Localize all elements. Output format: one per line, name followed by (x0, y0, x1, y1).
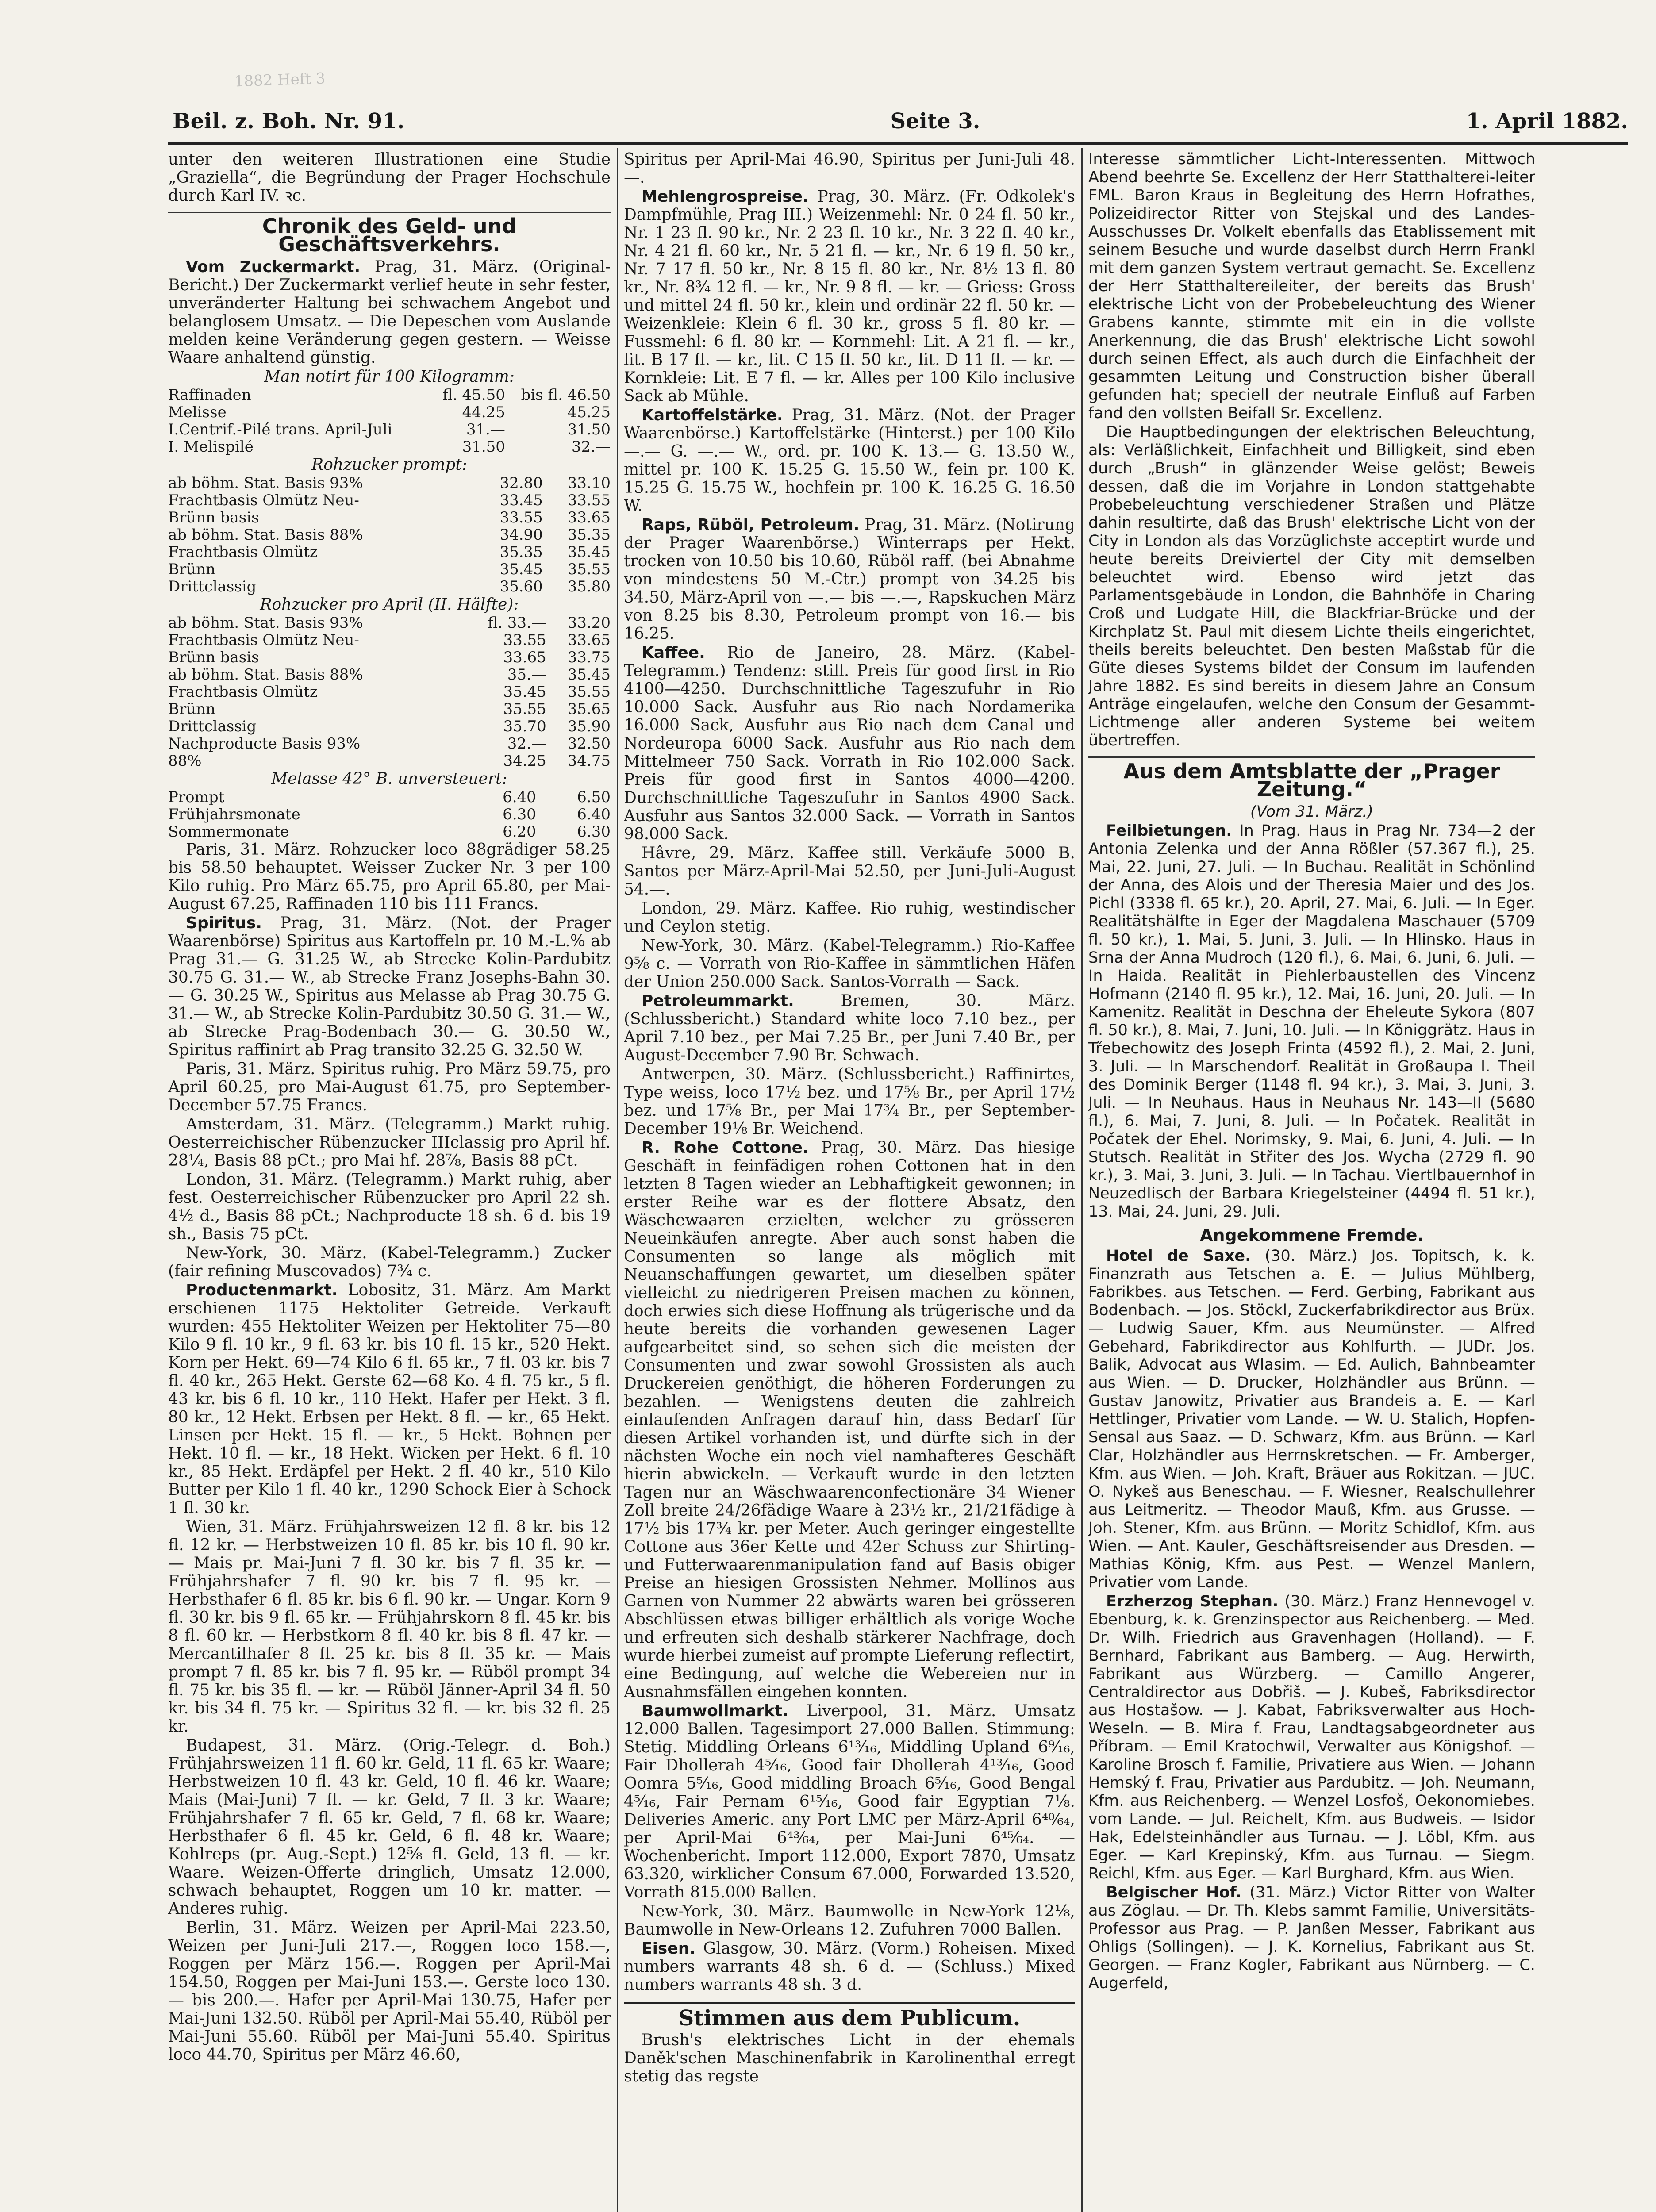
library-stamp: 1882 Heft 3 (234, 69, 326, 91)
article-text: Lobositz, 31. März. Am Markt erschienen 1175 Hektoliter Getreide. Verkauft wurden: 455 Hektoliter Weizen per Hektoliter 75—80 Kilo 9 fl. 10 kr., 9 fl. 63 kr. bis 10 fl. 15 kr., 520 Hekt. Korn per Hekt. 69—74 Kilo 6 fl. 65 kr., 7 fl. 03 kr. bis 7 fl. 40 kr., 265 Hekt. Gerste 62—68 Ko. 4 fl. 75 kr., 5 fl. 43 kr. bis 6 fl. 10 kr., 110 Hekt. Hafer per Hekt. 3 fl. 80 kr., 12 Hekt. Erbsen per Hekt. 8 fl. — kr., 65 Hekt. Linsen per Hekt. 15 fl. — kr., 5 Hekt. Bohnen per Hekt. 10 fl. — kr., 18 Hekt. Wicken per Hekt. 6 fl. 10 kr., 85 Hekt. Erdäpfel per Hekt. 2 fl. 40 kr., 510 Kilo Butter per Kilo 1 fl. 40 kr., 1290 Schock Eier à Schock 1 fl. 30 kr. (168, 1281, 611, 1517)
article-spirits (168, 914, 611, 1059)
price-label: Brünn (168, 700, 215, 718)
article-text: Bremen, 30. März. (Schlussbericht.) Standard white loco 7.10 bez., per April 7.10 bez., per Mai 7.25 Br., per Juni 7.40 Br., per August-December 7.90 Br. Schwach. (624, 992, 1075, 1064)
report-paris-sugar: Paris, 31. März. Rohzucker loco 88grädiger 58.25 bis 58.50 behauptet. Weisser Zucker Nr. 3 per 100 Kilo ruhig. Pro März 65.75, pro April 65.80, per Mai-August 67.25, Raffinaden 110 bis 111 Francs. (168, 841, 611, 913)
price-high: 33.10 (567, 474, 611, 492)
price-row (168, 438, 611, 456)
price-label: Drittclassig (168, 578, 257, 595)
price-label: Brünn basis (168, 649, 259, 666)
hotel-name: Belgischer Hof. (1106, 1884, 1242, 1901)
guest-list: (30. März.) Jos. Topitsch, k. k. Finanzrath aus Tetschen a. E. — Julius Mühlberg, Fabrikbes. aus Tetschen. — Ferd. Gerbing, Fabrikant aus Bodenbach. — Jos. Stöckl, Zuckerfabrikdirector aus Brüx. — Ludwig Sauer, Kfm. aus Neumünster. — Alfred Gebehard, Fabrikdirector aus Kohlfurth. — JUDr. Jos. Balik, Advocat aus Wlasim. — Ed. Aulich, Bahnbeamter aus Wien. — D. Drucker, Holzhändler aus Brünn. — Gustav Janowitz, Privatier aus Brandeis a. E. — Karl Hettlinger, Privatier vom Lande. — W. U. Stalich, Hopfen-Sensal aus Saaz. — D. Schwarz, Kfm. aus Brünn. — Karl Clar, Holzhändler aus Herrnskretschen. — Fr. Amberger, Kfm. aus Wien. — Joh. Kraft, Bräuer aus Rokitzan. — JUC. O. Nykeš aus Beneschau. — F. Wiesner, Realschullehrer aus Leitmeritz. — Theodor Mauß, Kfm. aus Grusse. — Joh. Stener, Kfm. aus Brünn. — Moritz Schidlof, Kfm. aus Wien. — Ant. Kauler, Geschäftsreisender aus Dresden. — Mathias König, Kfm. aus Pest. — Wenzel Manlern, Privatier vom Lande. (1088, 1247, 1535, 1591)
article-cotton-market (624, 1702, 1075, 1901)
article-text: Prag, 31. März. (Not. der Prager Waarenbörse.) Kartoffelstärke (Hinterst.) per 100 Kilo —.— G. —.— W., ord. pr. 100 K. 13.— G. 13.50 W., mittel pr. 100 K. 15.25 G. 15.50 W., fein pr. 100 K. 15.25 G. 15.75 W., hochfein pr. 100 K. 16.25 G. 16.50 W. (624, 406, 1075, 515)
report-havre: Hâvre, 29. März. Kaffee still. Verkäufe 5000 B. Santos per März-April-Mai 52.50, per Juni-Juli-August 54.—. (624, 844, 1075, 899)
report-london: London, 31. März. (Telegramm.) Markt ruhig, aber fest. Oesterreichischer Rübenzucker pro April 22 sh. 4½ d., Basis 88 pCt.; Nachproducte 18 sh. 6 d. bis 19 sh., Basis 75 pCt. (168, 1171, 611, 1243)
price-low: 33.55 (503, 631, 546, 649)
price-label: Prompt (168, 788, 225, 806)
price-label: ab böhm. Stat. Basis 93% (168, 614, 363, 632)
price-high: 33.65 (567, 509, 611, 526)
article-lead: Raps, Rüböl, Petroleum. (642, 516, 860, 534)
section-title-finance: Chronik des Geld- und Geschäftsverkehrs. (168, 211, 611, 253)
price-row (168, 718, 611, 735)
price-table-refined (168, 387, 611, 456)
article-raw-cotton (624, 1139, 1075, 1701)
price-low: 35.35 (499, 543, 543, 561)
price-label: 88% (168, 752, 202, 770)
price-label: Frühjahrsmonate (168, 806, 300, 823)
price-label: Frachtbasis Olmütz (168, 543, 318, 561)
hotel-name: Hotel de Saxe. (1106, 1247, 1251, 1265)
price-label: Frachtbasis Olmütz Neu- (168, 492, 359, 509)
article-sugar-market (168, 258, 611, 367)
price-table-heading: Rohzucker prompt: (311, 456, 467, 474)
price-row (168, 806, 611, 823)
article-text: Prag, 31. März. (Not. der Prager Waarenbörse) Spiritus aus Kartoffeln pr. 10 M.-L.% ab Prag 31.— G. 31.25 W., ab Strecke Kolin-Pardubitz 30.75 G. 31.— W., ab Strecke Franz Josephs-Bahn 30.— G. 30.25 W., Spiritus aus Melasse ab Prag 30.75 G. 31.— W., ab Strecke Kolin-Pardubitz 30.50 G. 31.— W., ab Strecke Prag-Bodenbach 30.— G. 30.50 W., Spiritus raffinirt ab Prag transito 32.25 G. 32.50 W. (168, 914, 611, 1059)
report-new-york-cotton: New-York, 30. März. Baumwolle in New-York 12⅛, Baumwolle in New-Orleans 12. Zufuhren 7000 Ballen. (624, 1902, 1075, 1939)
price-low: 35.55 (503, 700, 546, 718)
guest-list: (31. März.) Victor Ritter von Walter aus Zöglau. — Dr. Th. Klebs sammt Familie, Universitäts-Professor aus Prag. — P. Janßen Messer, Fabrikant aus Ohligs (Sollingen). — J. K. Kornelius, Fabrikant aus St. Georgen. — Franz Kogler, Fabrikant aus Nürnberg. — C. Augerfeld, (1088, 1884, 1535, 1992)
report-paris-spirits: Paris, 31. März. Spiritus ruhig. Pro März 59.75, pro April 60.25, pro Mai-August 61.75, pro September-December 57.75 Francs. (168, 1060, 611, 1114)
article-brush-light: Brush's elektrisches Licht in der ehemals Daněk'schen Maschinenfabrik in Karolinenthal erregt stetig das regste (624, 2031, 1075, 2085)
price-high: 31.50 (567, 421, 611, 438)
price-label: ab böhm. Stat. Basis 93% (168, 474, 363, 492)
price-low: 44.25 (462, 403, 505, 421)
price-label: Brünn basis (168, 509, 259, 526)
price-high: 35.45 (567, 666, 611, 684)
price-row (168, 701, 611, 718)
price-row (168, 509, 611, 526)
price-high: 35.55 (567, 683, 611, 701)
price-row (168, 526, 611, 544)
price-row (168, 492, 611, 509)
price-low: 6.40 (503, 788, 536, 806)
article-text: Liverpool, 31. März. Umsatz 12.000 Ballen. Tagesimport 27.000 Ballen. Stimmung: Stetig. Middling Orleans 6¹³⁄₁₆, Middling Upland 6⁹⁄₁₆, Fair Dhollerah 4⁵⁄₁₆, Good fair Dhollerah 4¹³⁄₁₆, Good Oomra 5⁵⁄₁₆, Good middling Broach 6⁵⁄₁₆, Good Bengal 4⁵⁄₁₆, Fair Pernam 6¹⁵⁄₁₆, Good fair Egyptian 7⅛. Deliveries Americ. any Port LMC per März-April 6⁴⁰⁄₆₄, per April-Mai 6⁴³⁄₆₄, per Mai-Juni 6⁴⁵⁄₆₄. — Wochenbericht. Import 112.000, Export 7870, Umsatz 63.320, wirklicher Consum 67.000, Forwarded 13.520, Vorrath 815.000 Ballen. (624, 1702, 1075, 1901)
price-table-molasses (168, 789, 611, 841)
price-high: bis fl. 46.50 (521, 386, 611, 404)
price-low: 6.20 (503, 823, 536, 841)
price-row (168, 789, 611, 806)
article-brush-light-continued: Interesse sämmtlicher Licht-Interessenten. Mittwoch Abend beehrte Se. Excellenz der Herr Statthalterei-leiter FML. Baron Kraus in Begleitung des Herrn Hofrathes, Polizeidirector Ritter von Stejskal und des Landes-Ausschusses Dr. Volkelt ebenfalls das Etablissement mit seinem Besuche und wurde daselbst durch Herrn Frankl mit dem ganzen System vertraut gemacht. Se. Excellenz der Herr Statthaltereileiter, der bereits das Brush' elektrische Licht von der Probebeleuchtung des Wiener Grabens kannte, stimmte mit ein in die vollste Anerkennung, die das Brush' elektrische Licht sowohl durch seinen Effect, als auch durch die Einfachheit der gesammten Leitung und Construction bisher überall gefunden hat; speciell der neutrale Einfluß auf Farben fand den vollsten Beifall Sr. Excellenz. (1088, 150, 1535, 422)
report-berlin-continued: Spiritus per April-Mai 46.90, Spiritus per Juni-Juli 48.—. (624, 150, 1075, 187)
price-label: Nachproducte Basis 93% (168, 735, 361, 753)
price-row (168, 666, 611, 684)
article-lead: Spiritus. (186, 914, 262, 932)
price-high: 35.90 (567, 718, 611, 735)
price-low: 33.55 (499, 509, 543, 526)
price-high: 6.40 (577, 806, 611, 823)
price-low: 31.— (466, 421, 505, 438)
price-high: 33.65 (567, 631, 611, 649)
article-flour-prices (624, 188, 1075, 405)
column-2 (624, 150, 1075, 2212)
article-rapeseed-oil (624, 516, 1075, 643)
price-low: 35.60 (499, 578, 543, 595)
intro-paragraph: unter den weiteren Illustrationen eine Studie „Graziella“, die Begründung der Prager Hochschule durch Karl IV. ꝛc. (168, 150, 611, 205)
price-low: fl. 33.— (488, 614, 546, 632)
price-row (168, 578, 611, 595)
section-title-official-gazette: Aus dem Amtsblatte der „Prager Zeitung.“ (1088, 756, 1535, 799)
price-row (168, 735, 611, 753)
price-low: 6.30 (503, 806, 536, 823)
price-label: Drittclassig (168, 718, 257, 735)
price-low: 34.90 (499, 526, 543, 544)
article-lead: R. Rohe Cottone. (642, 1139, 809, 1157)
page-number: Seite 3. (890, 109, 980, 134)
header-rule (168, 142, 1628, 145)
article-text: Prag, 31. März. (Notirung der Prager Waarenbörse.) Winterraps per Hekt. trocken von 10.50 bis 10.60, Rüböl raff. (bei Abnahme von mindestens 50 M.-Ctr.) prompt von 34.25 bis 34.50, März-April von —.— bis —.—, Rapskuchen März von 8.25 bis 8.30, Petroleum prompt von 16.— bis 16.25. (624, 516, 1075, 643)
price-table-heading: Melasse 42° B. unversteuert: (271, 770, 507, 788)
price-label: Melisse (168, 403, 227, 421)
price-row (168, 632, 611, 649)
column-divider (1081, 148, 1083, 2212)
price-high: 32.— (571, 438, 611, 456)
price-row (168, 544, 611, 561)
column-1 (168, 150, 611, 2212)
price-high: 34.75 (567, 752, 611, 770)
article-brush-light-paragraph: Die Hauptbedingungen der elektrischen Beleuchtung, als: Verläßlichkeit, Einfachheit und Billigkeit, sind eben durch „Brush“ in glänzender Weise gelöst; Beweis dessen, daß die im Vorjahre in London stattgehabte Probebeleuchtung verschiedener Straßen und Plätze dahin resultirte, daß das Brush' elektrische Licht von der City in London als das Vorzüglichste acceptirt wurde und heute bereits Dreiviertel der City mit demselben beleuchtet wird. Ebenso wird jetzt das Parlamentsgebäude in London, die Bahnhöfe in Charing Croß und Ludgate Hill, die Blackfriar-Brücke und der Kirchplatz St. Paul mit diesem Lichte theils eingerichtet, theils bereits beleuchtet. Den besten Maßstab für die Güte dieses Systems bildet der Consum im laufenden Jahre 1882. Es sind bereits in diesem Jahre an Consum Anträge eingelaufen, welche den Consum der Gesammt-Lichtmenge aller anderen Systeme bei weitem übertreffen. (1088, 423, 1535, 749)
auctions-list (1088, 822, 1535, 1221)
hotel-saxe-guests (1088, 1247, 1535, 1592)
price-label: Raffinaden (168, 386, 251, 404)
price-high: 35.65 (567, 700, 611, 718)
report-amsterdam: Amsterdam, 31. März. (Telegramm.) Markt ruhig. Oesterreichischer Rübenzucker IIIclassig pro April hf. 28¼, Basis 88 pCt.; pro Mai hf. 28⅞, Basis 88 pCt. (168, 1115, 611, 1170)
price-high: 33.20 (567, 614, 611, 632)
issue-label: Beil. z. Boh. Nr. 91. (173, 109, 405, 134)
price-row (168, 421, 611, 438)
article-lead: Mehlengrospreise. (642, 188, 809, 206)
price-high: 6.50 (577, 788, 611, 806)
hotel-stephan-guests (1088, 1593, 1535, 1883)
price-low: 33.65 (503, 649, 546, 666)
price-label: I.Centrif.-Pilé trans. April-Juli (168, 421, 392, 438)
price-label: ab böhm. Stat. Basis 88% (168, 666, 363, 684)
price-row (168, 387, 611, 404)
report-vienna: Wien, 31. März. Frühjahrsweizen 12 fl. 8 kr. bis 12 fl. 12 kr. — Herbstweizen 10 fl. 85 kr. bis 10 fl. 90 kr. — Mais pr. Mai-Juni 7 fl. 30 kr. bis 7 fl. 35 kr. — Frühjahrshafer 7 fl. 90 kr. bis 7 fl. 95 kr. — Herbsthafer 6 fl. 85 kr. bis 6 fl. 90 kr. — Ungar. Korn 9 fl. 30 kr. bis 9 fl. 65 kr. — Frühjahrskorn 8 fl. 45 kr. bis 8 fl. 60 kr. — Herbstkorn 8 fl. 40 kr. bis 8 fl. 47 kr. — Mercantilhafer 8 fl. 25 kr. bis 8 fl. 35 kr. — Mais prompt 7 fl. 85 kr. bis 7 fl. 95 kr. — Rüböl prompt 34 fl. 75 kr. bis 35 fl. — kr. — Rüböl Jänner-April 34 fl. 50 kr. bis 34 fl. 75 kr. — Spiritus 32 fl. — kr. bis 32 fl. 25 kr. (168, 1518, 611, 1736)
article-text: Prag, 30. März. Das hiesige Geschäft in feinfädigen rohen Cottonen hat in den letzten 8 Tagen wieder an Lebhaftigkeit gewonnen; in erster Reihe war es der flottere Absatz, den Wäschewaaren erzielten, welcher zu grösseren Neueinkäufen anregte. Aber auch sonst haben die Consumenten so lange als möglich mit Neuanschaffungen gewartet, um dieselben später vielleicht zu niedrigeren Preisen machen zu können, doch erwies sich diese Hoffnung als trügerische und da heute bereits die vorhanden gewesenen Lager aufgearbeitet sind, so sehen sich die meisten der Consumenten und zwar sowohl Grossisten als auch Druckereien genöthigt, die höheren Forderungen zu bezahlen. — Wenigstens deuten die zahlreich einlaufenden Anfragen darauf hin, dass Bedarf für diesen Artikel vorhanden ist, und dürfte sich in der nächsten Woche ein noch viel namhafteres Geschäft hierin abwickeln. — Verkauft wurde in den letzten Tagen nur an Wäschwaarenconfectionäre 34 Wiener Zoll breite 24/26fädige Waare à 23½ kr., 21/21fädige à 17½ bis 17¾ kr. per Meter. Auch geringer eingestellte Cottone aus 36er Kette und 42er Schuss zur Shirting- und Futterwaarenmanipulation fand auf Basis obiger Preise an hiesigen Grossisten Nehmer. Mollinos aus Garnen von Nummer 22 abwärts waren bei grösseren Abschlüssen etwas billiger erhältlich als vorige Woche und erfreuten sich deshalb stärkerer Nachfrage, doch wurde hierbei zumeist auf prompte Lieferung reflectirt, eine Bedingung, auf welche die Webereien nur in Ausnahmsfällen eingehen konnten. (624, 1139, 1075, 1701)
price-label: Brünn (168, 561, 215, 578)
article-lead: Kartoffelstärke. (642, 406, 783, 424)
article-text: Prag, 30. März. (Fr. Odkolek's Dampfmühle, Prag III.) Weizenmehl: Nr. 0 24 fl. 50 kr., Nr. 1 23 fl. 90 kr., Nr. 2 23 fl. 10 kr., Nr. 3 22 fl. 40 kr., Nr. 4 21 fl. 60 kr., Nr. 5 21 fl. — kr., Nr. 6 19 fl. 50 kr., Nr. 7 17 fl. 50 kr., Nr. 8 15 fl. 80 kr., Nr. 8½ 13 fl. 80 kr., Nr. 8¾ 12 fl. — kr., Nr. 9 8 fl. — kr. — Griess: Gross und mittel 24 fl. 50 kr., klein und ordinär 22 fl. 50 kr. — Weizenkleie: Klein 6 fl. 30 kr., gross 5 fl. 80 kr. — Fussmehl: 6 fl. 80 kr. — Kornmehl: Lit. A 21 fl. — kr., lit. B 17 fl. — kr., lit. C 15 fl. 50 kr., lit. D 11 fl. — kr. — Kornkleie: Lit. E 7 fl. — kr. Alles per 100 Kilo inclusive Sack ab Mühle. (624, 188, 1075, 405)
price-low: 33.45 (499, 492, 543, 509)
price-low: 35.70 (503, 718, 546, 735)
price-high: 35.80 (567, 578, 611, 595)
report-london-coffee: London, 29. März. Kaffee. Rio ruhig, westindischer und Ceylon stetig. (624, 899, 1075, 936)
price-row (168, 475, 611, 492)
article-iron (624, 1939, 1075, 1994)
price-row (168, 561, 611, 578)
article-text: In Prag. Haus in Prag Nr. 734—2 der Antonia Zelenka und der Anna Rößler (57.367 fl.), 25. Mai, 22. Juni, 27. Juli. — In Buchau. Realität in Schönlind der Anna, des Alois und der Theresia Maier und des Jos. Pichl (3338 fl. 65 kr.), 20. April, 27. Mai, 6. Juli. — In Eger. Realitätshälfte in Eger der Magdalena Maschauer (5709 fl. 50 kr.), 1. Mai, 5. Juni, 3. Juli. — In Hlinsko. Haus in Srna der Anna Mudroch (120 fl.), 6. Mai, 6. Juni, 6. Juli. — In Haida. Realität in Piehlerbaustellen des Vincenz Hofmann (2140 fl. 95 kr.), 12. Mai, 16. Juni, 20. Juli. — In Kamenitz. Realität in Deschna der Eheleute Sykora (807 fl. 50 kr.), 8. Mai, 7. Juni, 10. Juli. — In Königgrätz. Haus in Třebechowitz des Joseph Frinta (4592 fl.), 2. Mai, 2. Juni, 3. Juli. — In Marschendorf. Realität in Großaupa I. Theil des Dominik Berger (1148 fl. 94 kr.), 3. Mai, 3. Juni, 3. Juli. — In Neuhaus. Haus in Neuhaus Nr. 143—II (5680 fl.), 6. Mai, 7. Juni, 8. Juli. — In Počatek. Realität in Počatek der Ehel. Norimsky, 9. Mai, 6. Juni, 4. Juli. — In Stutsch. Realität in Střiter des Jos. Wycha (2729 fl. 90 kr.), 3. Mai, 3. Juni, 3. Juli. — In Tachau. Viertlbauernhof in Neuzedlisch der Barbara Kriegelsteiner (4494 fl. 51 kr.), 13. Mai, 24. Juni, 29. Juli. (1088, 822, 1535, 1221)
price-high: 6.30 (577, 823, 611, 841)
price-table-raw-prompt (168, 475, 611, 595)
price-high: 33.55 (567, 492, 611, 509)
article-potato-starch (624, 406, 1075, 515)
article-text: Rio de Janeiro, 28. März. (Kabel-Telegramm.) Tendenz: still. Preis für good first in Rio 4100—4250. Durchschnittliche Tageszufuhr in Rio 10.000 Sack. Ausfuhr aus Rio nach Nordamerika 16.000 Sack, Ausfuhr aus Rio nach dem Canal und Nordeuropa 6000 Sack. Ausfuhr aus Rio nach dem Mittelmeer 750 Sack. Vorrath in Rio 102.000 Sack. Preis für good first in Santos 4000—4200. Durchschnittliche Tageszufuhr in Santos 4900 Sack. Ausfuhr aus Santos 32.000 Sack. — Vorrath in Santos 98.000 Sack. (624, 644, 1075, 843)
article-lead: Vom Zuckermarkt. (186, 258, 361, 276)
report-new-york-coffee: New-York, 30. März. (Kabel-Telegramm.) Rio-Kaffee 9⅝ c. — Vorrath von Rio-Kaffee in sämmtlichen Häfen der Union 250.000 Sack. Santos-Vorrath — Sack. (624, 937, 1075, 991)
price-label: Frachtbasis Olmütz Neu- (168, 631, 359, 649)
report-budapest: Budapest, 31. März. (Orig.-Telegr. d. Boh.) Frühjahrsweizen 11 fl. 60 kr. Geld, 11 fl. 65 kr. Waare; Herbstweizen 10 fl. 43 kr. Geld, 10 fl. 46 kr. Waare; Mais (Mai-Juni) 7 fl. — kr. Geld, 7 fl. 3 kr. Waare; Frühjahrshafer 7 fl. 65 kr. Geld, 7 fl. 68 kr. Waare; Herbsthafer 6 fl. 45 kr. Geld, 6 fl. 48 kr. Waare; Kohlreps (pr. Aug.-Sept.) 12⅝ fl. Geld, 13 fl. — kr. Waare. Weizen-Offerte dringlich, Umsatz 12.000, schwach behauptet, Roggen um 10 kr. matter. — Anderes ruhig. (168, 1736, 611, 1918)
guest-list: (30. März.) Franz Hennevogel v. Ebenburg, k. k. Grenzinspector aus Reichenberg. — Med. Dr. Wilh. Friedrich aus Gravenhagen (Holland). — F. Bernhard, Fabrikant aus Bamberg. — Aug. Herwirth, Fabrikant aus Würzberg. — Camillo Angerer, Centraldirector aus Dobřiš. — J. Kubeš, Fabriksdirector aus Hostašow. — J. Kabat, Fabriksverwalter aus Hoch-Weseln. — B. Mira f. Frau, Landtagsabgeordneter aus Příbram. — Emil Kratochwil, Verwalter aus Königshof. — Karoline Brosch f. Familie, Privatiere aus Wien. — Johann Hemský f. Frau, Privatier aus Pardubitz. — Joh. Neumann, Kfm. aus Reichenberg. — Wenzel Losfoš, Oekonomiebes. vom Lande. — Jul. Reichelt, Kfm. aus Budweis. — Isidor Hak, Edelsteinhändler aus Turnau. — J. Löbl, Kfm. aus Eger. — Karl Krepinský, Kfm. aus Turnau. — Siegm. Reichl, Kfm. aus Eger. — Karl Burghard, Kfm. aus Wien. (1088, 1593, 1535, 1882)
price-row (168, 823, 611, 841)
section-title-arrivals: Angekommene Fremde. (1200, 1225, 1424, 1245)
price-row (168, 404, 611, 421)
price-low: 32.80 (499, 474, 543, 492)
article-petroleum (624, 992, 1075, 1064)
article-lead: Eisen. (642, 1939, 696, 1958)
article-text: Prag, 31. März. (Original-Bericht.) Der Zuckermarkt verlief heute in sehr fester, unveränderter Haltung bei schwachem Angebot und belanglosem Umsatz. — Die Depeschen vom Auslande melden keine Veränderung gegen gestern. — Weisse Waare anhaltend günstig. (168, 258, 611, 367)
price-low: fl. 45.50 (442, 386, 505, 404)
article-lead: Baumwollmarkt. (642, 1702, 788, 1720)
price-table-raw-april (168, 614, 611, 770)
price-low: 31.50 (462, 438, 505, 456)
article-text: Glasgow, 30. März. (Vorm.) Roheisen. Mixed numbers warrants 48 sh. 6 d. — (Schluss.) Mixed numbers warrants 48 sh. 3 d. (624, 1939, 1075, 1994)
price-low: 35.45 (503, 683, 546, 701)
price-high: 35.35 (567, 526, 611, 544)
price-table-heading: Rohzucker pro April (II. Hälfte): (260, 595, 519, 614)
column-3 (1088, 150, 1535, 2212)
article-produce-market (168, 1281, 611, 1517)
report-antwerp: Antwerpen, 30. März. (Schlussbericht.) Raffinirtes, Type weiss, loco 17½ bez. und 17⅝ Br., per April 17½ bez. und 17⅝ Br., per Mai 17¾ Br., per September-December 19⅛ Br. Weichend. (624, 1065, 1075, 1138)
column-divider (617, 148, 618, 2212)
price-high: 45.25 (567, 403, 611, 421)
price-low: 35.45 (499, 561, 543, 578)
price-low: 34.25 (503, 752, 546, 770)
article-lead: Petroleummarkt. (642, 992, 794, 1010)
hotel-name: Erzherzog Stephan. (1106, 1593, 1279, 1610)
article-coffee (624, 644, 1075, 843)
hotel-belgian-guests (1088, 1884, 1535, 1993)
price-label: ab böhm. Stat. Basis 88% (168, 526, 363, 544)
price-label: Frachtbasis Olmütz (168, 683, 318, 701)
price-label: Sommermonate (168, 823, 289, 841)
price-high: 33.75 (567, 649, 611, 666)
report-berlin: Berlin, 31. März. Weizen per April-Mai 223.50, Weizen per Juni-Juli 217.—, Roggen loco 158.—, Roggen per März 156.—. Roggen per April-Mai 154.50, Roggen per Mai-Juni 153.—. Gerste loco 130.— bis 200.—. Hafer per April-Mai 130.75, Hafer per Mai-Juni 132.50. Rüböl per April-Mai 55.40, Rüböl per Mai-Juni 55.60. Rüböl per Mai-Juni 55.40. Spiritus loco 44.70, Spiritus per März 46.60, (168, 1919, 611, 2064)
article-lead: Feilbietungen. (1106, 822, 1232, 840)
price-high: 32.50 (567, 735, 611, 753)
price-table-heading: Man notirt für 100 Kilogramm: (264, 368, 515, 386)
report-new-york-sugar: New-York, 30. März. (Kabel-Telegramm.) Zucker (fair refining Muscovados) 7¾ c. (168, 1244, 611, 1280)
price-low: 35.— (507, 666, 546, 684)
article-lead: Productenmarkt. (186, 1281, 338, 1299)
section-title-public-voices: Stimmen aus dem Publicum. (624, 2002, 1075, 2028)
price-label: I. Melispilé (168, 438, 254, 456)
issue-date: 1. April 1882. (1466, 109, 1628, 134)
price-row (168, 614, 611, 632)
price-low: 32.— (507, 735, 546, 753)
price-row (168, 684, 611, 701)
article-lead: Kaffee. (642, 644, 705, 662)
page-header (173, 98, 1628, 134)
price-high: 35.45 (567, 543, 611, 561)
price-row (168, 753, 611, 770)
price-row (168, 649, 611, 666)
price-high: 35.55 (567, 561, 611, 578)
gazette-date: (Vom 31. März.) (1250, 803, 1374, 821)
